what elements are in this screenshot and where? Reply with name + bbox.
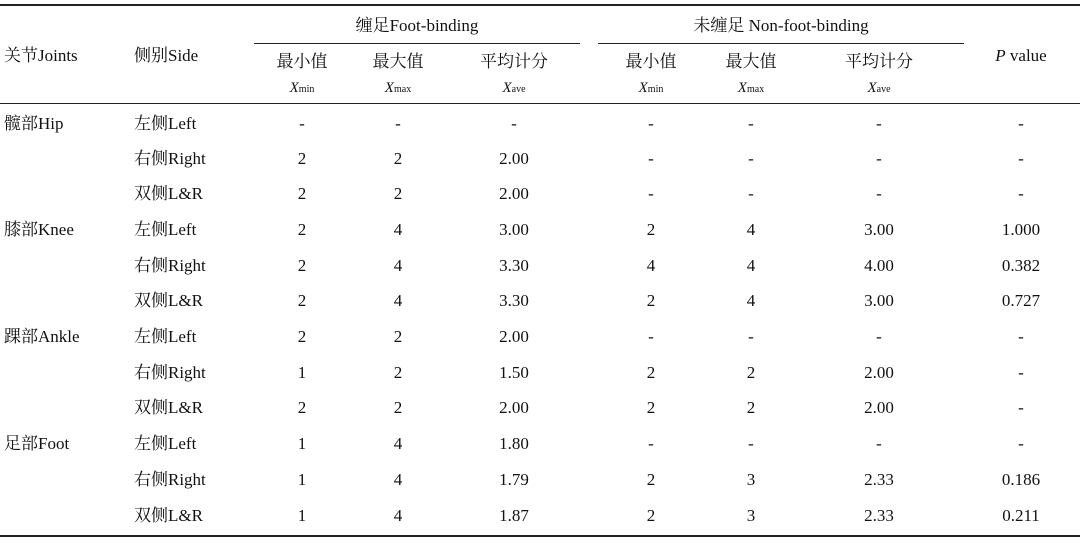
cell-nonfoot-max: 3: [746, 506, 756, 525]
cell-foot-min: -: [299, 114, 305, 133]
cell-nonfoot-ave: 2.33: [864, 506, 894, 525]
cell-nonfoot-max: -: [748, 184, 754, 203]
header-foot-min: 最小值: [276, 52, 328, 71]
cell-side: 左侧Left: [134, 327, 197, 346]
cell-foot-ave: 3.30: [499, 291, 529, 310]
cell-foot-max: -: [395, 114, 401, 133]
cell-nonfoot-ave: 3.00: [864, 220, 894, 239]
header-foot-max: 最大值: [372, 52, 424, 71]
header-nonfoot-max: 最大值: [725, 52, 777, 71]
header-side: 侧别Side: [134, 46, 199, 65]
cell-nonfoot-min: -: [648, 184, 654, 203]
cell-joint: 膝部Knee: [4, 220, 74, 239]
cell-foot-min: 1: [297, 470, 307, 489]
cell-foot-min: 2: [297, 256, 307, 275]
cell-side: 双侧L&R: [134, 291, 203, 310]
nonfoot-group-rule: [598, 43, 964, 44]
cell-nonfoot-ave: -: [876, 114, 882, 133]
cell-foot-ave: 2.00: [499, 398, 529, 417]
cell-foot-min: 2: [297, 149, 307, 168]
cell-foot-ave: 1.87: [499, 506, 529, 525]
cell-p-value: -: [1018, 149, 1024, 168]
cell-foot-max: 4: [393, 220, 403, 239]
cell-nonfoot-min: 2: [646, 291, 656, 310]
cell-foot-min: 2: [297, 327, 307, 346]
cell-nonfoot-max: 4: [746, 256, 756, 275]
cell-p-value: -: [1018, 398, 1024, 417]
cell-nonfoot-ave: 4.00: [864, 256, 894, 275]
cell-foot-min: 1: [297, 506, 307, 525]
cell-foot-max: 4: [393, 434, 403, 453]
cell-nonfoot-max: 2: [746, 363, 756, 382]
cell-foot-ave: 3.00: [499, 220, 529, 239]
cell-side: 双侧L&R: [134, 398, 203, 417]
cell-p-value: 1.000: [1001, 220, 1041, 239]
bottom-rule: [0, 535, 1080, 537]
cell-foot-min: 2: [297, 184, 307, 203]
cell-nonfoot-min: 2: [646, 363, 656, 382]
cell-foot-min: 1: [297, 434, 307, 453]
cell-nonfoot-ave: -: [876, 327, 882, 346]
header-bottom-rule: [0, 103, 1080, 104]
cell-nonfoot-ave: -: [876, 149, 882, 168]
cell-foot-min: 2: [297, 291, 307, 310]
top-rule: [0, 4, 1080, 6]
cell-nonfoot-min: -: [648, 434, 654, 453]
header-foot-binding: 缠足Foot-binding: [355, 16, 479, 35]
header-foot-min-sub: Xmin: [289, 80, 315, 96]
cell-nonfoot-max: -: [748, 434, 754, 453]
cell-nonfoot-ave: 3.00: [864, 291, 894, 310]
cell-p-value: 0.186: [1001, 470, 1041, 489]
header-foot-ave-sub: Xave: [502, 80, 526, 96]
header-foot-ave: 平均计分: [480, 52, 548, 71]
cell-p-value: 0.211: [1002, 506, 1040, 525]
cell-side: 右侧Right: [134, 149, 206, 168]
cell-joint: 髋部Hip: [4, 114, 64, 133]
cell-p-value: -: [1018, 363, 1024, 382]
cell-foot-min: 2: [297, 398, 307, 417]
cell-side: 右侧Right: [134, 470, 206, 489]
cell-p-value: 0.727: [1001, 291, 1041, 310]
cell-nonfoot-min: 2: [646, 470, 656, 489]
cell-foot-ave: 2.00: [499, 149, 529, 168]
cell-nonfoot-max: -: [748, 114, 754, 133]
cell-p-value: 0.382: [1001, 256, 1041, 275]
cell-foot-max: 4: [393, 470, 403, 489]
cell-nonfoot-max: 3: [746, 470, 756, 489]
cell-nonfoot-max: -: [748, 149, 754, 168]
cell-foot-ave: -: [511, 114, 517, 133]
cell-side: 右侧Right: [134, 256, 206, 275]
cell-foot-max: 2: [393, 363, 403, 382]
cell-foot-ave: 3.30: [499, 256, 529, 275]
header-nonfoot-min-sub: Xmin: [638, 80, 664, 96]
cell-nonfoot-max: -: [748, 327, 754, 346]
cell-foot-max: 4: [393, 256, 403, 275]
cell-nonfoot-max: 4: [746, 291, 756, 310]
cell-p-value: -: [1018, 327, 1024, 346]
cell-nonfoot-ave: 2.00: [864, 398, 894, 417]
header-nonfoot-max-sub: Xmax: [737, 80, 765, 96]
cell-foot-max: 2: [393, 398, 403, 417]
cell-nonfoot-ave: -: [876, 184, 882, 203]
cell-p-value: -: [1018, 114, 1024, 133]
cell-foot-min: 2: [297, 220, 307, 239]
cell-foot-min: 1: [297, 363, 307, 382]
cell-nonfoot-ave: 2.33: [864, 470, 894, 489]
foot-group-rule: [254, 43, 580, 44]
cell-nonfoot-min: -: [648, 114, 654, 133]
cell-foot-ave: 1.50: [499, 363, 529, 382]
cell-nonfoot-ave: 2.00: [864, 363, 894, 382]
cell-foot-max: 2: [393, 184, 403, 203]
cell-nonfoot-min: 2: [646, 506, 656, 525]
cell-foot-ave: 1.79: [499, 470, 529, 489]
cell-joint: 足部Foot: [4, 434, 70, 453]
cell-nonfoot-ave: -: [876, 434, 882, 453]
cell-foot-max: 4: [393, 506, 403, 525]
cell-joint: 踝部Ankle: [4, 327, 80, 346]
cell-nonfoot-min: 4: [646, 256, 656, 275]
cell-side: 双侧L&R: [134, 506, 203, 525]
cell-side: 左侧Left: [134, 434, 197, 453]
cell-side: 双侧L&R: [134, 184, 203, 203]
cell-nonfoot-min: -: [648, 327, 654, 346]
cell-nonfoot-min: 2: [646, 220, 656, 239]
header-foot-max-sub: Xmax: [384, 80, 412, 96]
header-joints: 关节Joints: [4, 46, 78, 65]
cell-nonfoot-min: 2: [646, 398, 656, 417]
header-nonfoot-ave-sub: Xave: [867, 80, 891, 96]
header-non-foot-binding: 未缠足 Non-foot-binding: [693, 16, 869, 35]
cell-foot-ave: 2.00: [499, 327, 529, 346]
cell-foot-max: 2: [393, 327, 403, 346]
cell-p-value: -: [1018, 184, 1024, 203]
cell-nonfoot-max: 2: [746, 398, 756, 417]
header-nonfoot-min: 最小值: [625, 52, 677, 71]
header-p-value: P value: [995, 46, 1047, 65]
cell-side: 左侧Left: [134, 220, 197, 239]
cell-side: 左侧Left: [134, 114, 197, 133]
cell-p-value: -: [1018, 434, 1024, 453]
header-nonfoot-ave: 平均计分: [845, 52, 913, 71]
cell-side: 右侧Right: [134, 363, 206, 382]
cell-nonfoot-max: 4: [746, 220, 756, 239]
cell-foot-max: 2: [393, 149, 403, 168]
cell-foot-max: 4: [393, 291, 403, 310]
cell-foot-ave: 2.00: [499, 184, 529, 203]
cell-nonfoot-min: -: [648, 149, 654, 168]
cell-foot-ave: 1.80: [499, 434, 529, 453]
